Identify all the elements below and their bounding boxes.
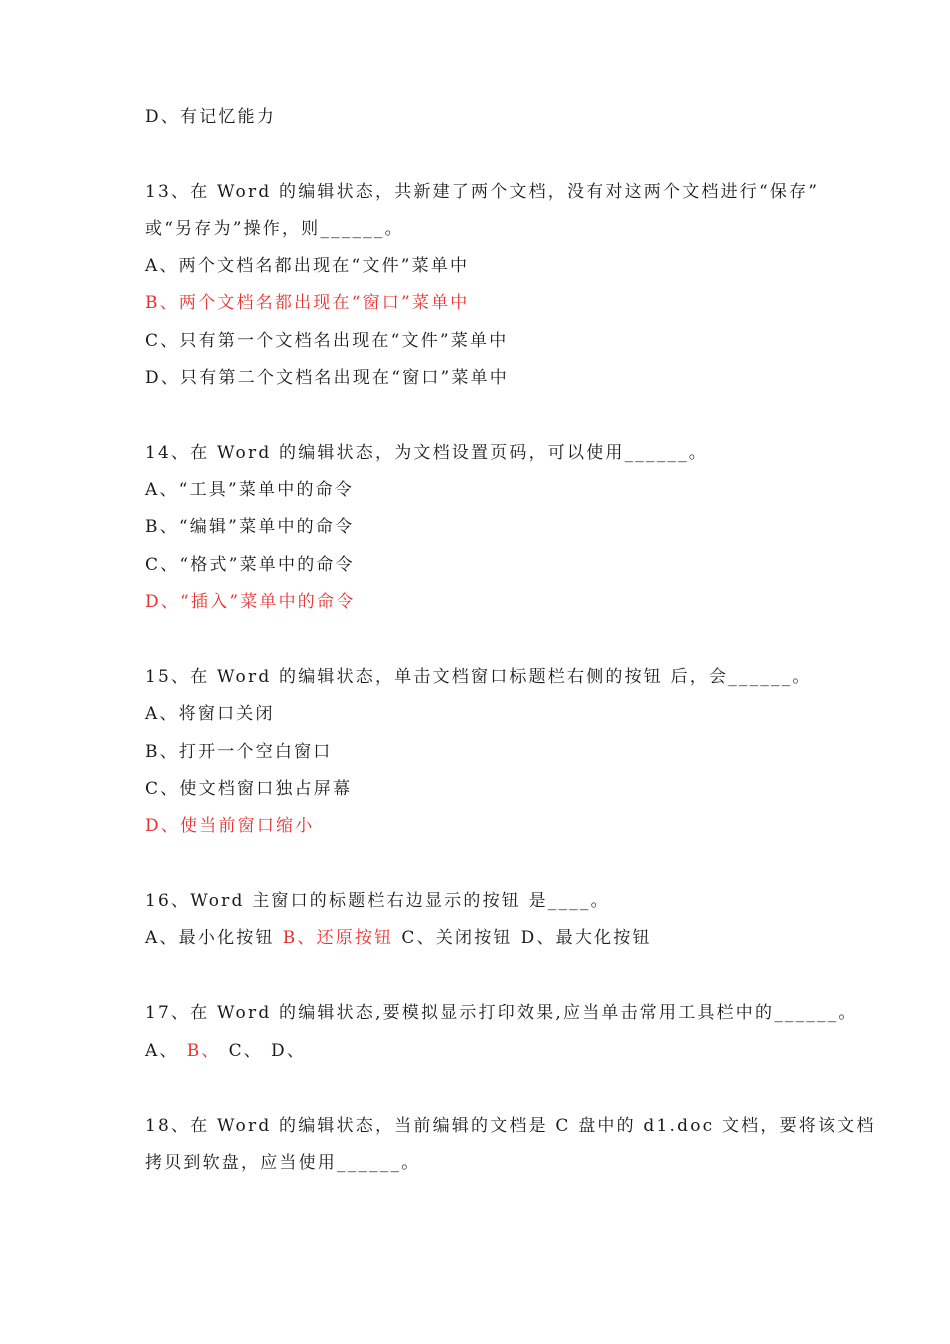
q17-stem: 17、在 Word 的编辑状态,要模拟显示打印效果,应当单击常用工具栏中的______。	[145, 1003, 858, 1023]
q13-option-b-answer: B、两个文档名都出现在“窗口”菜单中	[145, 293, 470, 313]
q15-option-c: C、使文档窗口独占屏幕	[145, 779, 353, 799]
q15-option-b: B、打开一个空白窗口	[145, 742, 333, 762]
q13-stem-line2: 或“另存为”操作，则______。	[145, 219, 404, 239]
q16-option-a: A、最小化按钮	[145, 928, 275, 948]
q13-option-a: A、两个文档名都出现在“文件”菜单中	[145, 256, 470, 276]
q12-option-d: D、有记忆能力	[145, 107, 277, 127]
q16-stem: 16、Word 主窗口的标题栏右边显示的按钮 是____。	[145, 891, 610, 911]
q13-stem-line1: 13、在 Word 的编辑状态，共新建了两个文档，没有对这两个文档进行“保存”	[145, 182, 820, 202]
q17-option-c: C、	[228, 1041, 264, 1061]
q15-stem: 15、在 Word 的编辑状态，单击文档窗口标题栏右侧的按钮 后，会______。	[145, 667, 812, 687]
q18-stem-line1: 18、在 Word 的编辑状态，当前编辑的文档是 C 盘中的 d1.doc 文档，要将该文档	[145, 1116, 876, 1136]
q15-option-a: A、将窗口关闭	[145, 704, 275, 724]
q13-option-d: D、只有第二个文档名出现在“窗口”菜单中	[145, 368, 510, 388]
q17-option-d: D、	[271, 1041, 307, 1061]
q14-option-a: A、“工具”菜单中的命令	[145, 480, 355, 500]
q16-options	[145, 926, 660, 950]
q16-option-c: C、关闭按钮	[401, 928, 513, 948]
q18-stem-line2: 拷贝到软盘，应当使用______。	[145, 1153, 421, 1173]
q14-option-b: B、“编辑”菜单中的命令	[145, 517, 355, 537]
q16-option-d: D、最大化按钮	[520, 928, 652, 948]
q17-option-b-answer: B、	[186, 1041, 221, 1061]
q13-option-c: C、只有第一个文档名出现在“文件”菜单中	[145, 331, 509, 351]
q14-option-c: C、“格式”菜单中的命令	[145, 555, 355, 575]
q16-option-b-answer: B、还原按钮	[282, 928, 394, 948]
q15-option-d-answer: D、使当前窗口缩小	[145, 816, 315, 836]
q14-option-d-answer: D、“插入”菜单中的命令	[145, 592, 356, 612]
q14-stem: 14、在 Word 的编辑状态，为文档设置页码，可以使用______。	[145, 443, 709, 463]
q17-option-a: A、	[145, 1041, 179, 1061]
q17-options	[145, 1039, 314, 1063]
